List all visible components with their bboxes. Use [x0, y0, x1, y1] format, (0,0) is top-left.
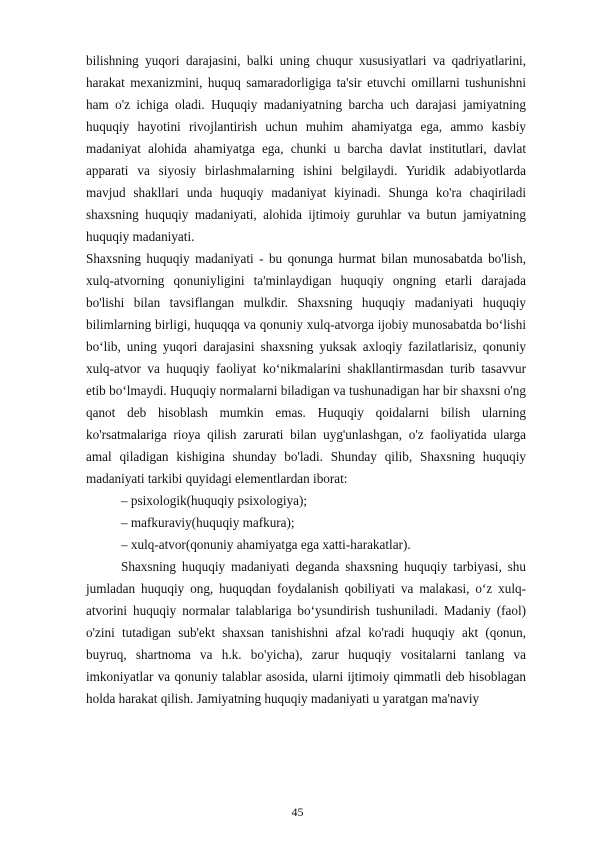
paragraph-continuation: bilishning yuqori darajasini, balki uning chuqur xususiyatlari va qadriyatlarini, harakat mexanizmini, huquq samaradorligiga ta'sir etuvchi omillarni tushunishni ham o'z ichiga oladi. Huquqiy madaniyatning barcha uch darajasi jamiyatning huquqiy hayotini rivojlantirish uchun muhim ahamiyatga ega, ammo kasbiy madaniyat alohida ahamiyatga ega, chunki u barcha davlat institutlari, davlat apparati va siyosiy birlashmalarning ishini belgilaydi. Yuridik adabiyotlarda mavjud shakllari unda huquqiy madaniyat kiyinadi. Shunga ko'ra chaqiriladi shaxsning huquqiy madaniyati, alohida ijtimoiy guruhlar va butun jamiyatning huquqiy madaniyati. — [86, 53, 526, 244]
elements-list — [86, 490, 526, 556]
page-number: 45 — [291, 805, 304, 819]
paragraph-legal-culture-definition: Shaxsning huquqiy madaniyati - bu qonunga hurmat bilan munosabatda bo'lish, xulq-atvorning qonuniyligini ta'minlaydigan huquqiy ongning etarli darajada bo'lishi bilan tavsiflangan mulkdir. Shaxsning huquqiy madaniyati huquqiy bilimlarning birligi, huquqqa va qonuniy xulq-atvorga ijobiy munosabatda bo‘lishi bo‘lib, uning yuqori darajasini shaxsning yuksak axloqiy fazilatlarisiz, qonuniy xulq-atvor va huquqiy faoliyat ko‘nikmalarini shakllantirmasdan turib tasavvur etib bo‘lmaydi. Huquqiy normalarni biladigan va tushunadigan har bir shaxsni o'ng qanot deb hisoblash mumkin emas. Huquqiy qoidalarni bilish ularning ko'rsatmalariga rioya qilish zarurati bilan uyg'unlashgan, o'z faoliyatida ularga amal qiladigan kishigina shunday bo'ladi. Shunday qilib, Shaxsning huquqiy madaniyati tarkibi quyidagi elementlardan iborat: — [86, 251, 526, 486]
paragraph-closing: Shaxsning huquqiy madaniyati deganda shaxsning huquqiy tarbiyasi, shu jumladan huquqiy ong, huquqdan foydalanish qobiliyati va malakasi, o‘z xulq-atvorini huquqiy normalar talablariga bo‘ysundirish tushuniladi. Madaniy (faol) o'zini tutadigan sub'ekt shaxsan tanishishni afzal ko'radi huquqiy akt (qonun, buyruq, shartnoma va h.k. bo'yicha), zarur huquqiy vositalarni tanlang va imkoniyatlar va qonuniy talablar asosida, ularni ijtimoiy qimmatli deb hisoblagan holda harakat qilish. Jamiyatning huquqiy madaniyati u yaratgan ma'naviy — [86, 559, 526, 706]
document-page — [86, 50, 526, 710]
list-item: – psixologik(huquqiy psixologiya); — [121, 493, 308, 508]
list-item: – xulq-atvor(qonuniy ahamiyatga ega xatti-harakatlar). — [121, 537, 411, 552]
list-item: – mafkuraviy(huquqiy mafkura); — [121, 515, 295, 530]
